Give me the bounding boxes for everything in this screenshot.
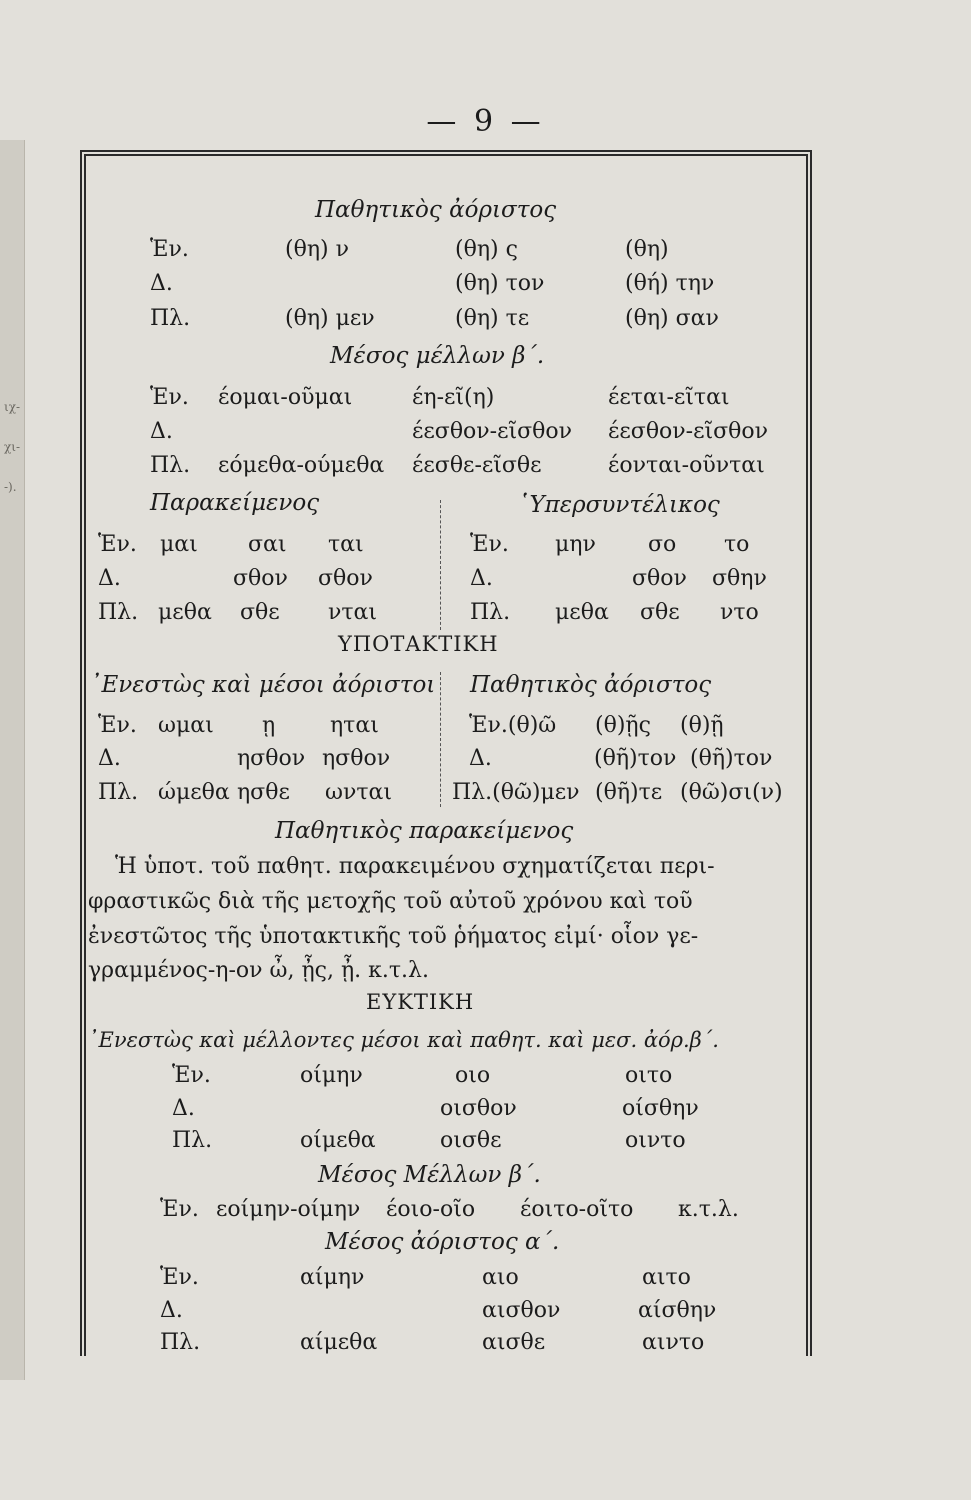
cell: Ἑν. xyxy=(150,237,189,262)
cell: σθον xyxy=(233,566,288,591)
section-title-perfect: Παρακείμενος xyxy=(150,490,320,516)
cell: ωνται xyxy=(325,780,392,805)
section-title-pluperfect: ῾Υπερσυντέλικος xyxy=(518,492,720,518)
section-title-subj-passive-aorist: Παθητικὸς ἀόριστος xyxy=(470,672,712,698)
paragraph-line: φραστικῶς διὰ τῆς μετοχῆς τοῦ αὐτοῦ χρόνου καὶ τοῦ xyxy=(88,889,693,914)
cell: Ἑν. xyxy=(160,1265,199,1290)
cell: (θῶ)σι(ν) xyxy=(680,780,783,805)
cell: (θῆ)τε xyxy=(595,780,663,805)
section-title-middle-future: Μέσος μέλλων β΄. xyxy=(330,343,545,369)
section-title-opt-present: ᾿Ενεστὼς καὶ μέλλοντες μέσοι καὶ παθητ. καὶ μεσ. ἀόρ.β΄. xyxy=(88,1028,719,1052)
cell: αίμην xyxy=(300,1265,365,1290)
cell: Πλ. xyxy=(160,1330,201,1355)
cell: έοιο-οῖο xyxy=(386,1197,476,1222)
cell: ησθον xyxy=(322,746,391,771)
cell: οιο xyxy=(455,1063,491,1088)
cell: (θη) τον xyxy=(455,271,545,296)
cell: σθην xyxy=(712,566,767,591)
cell: ησθον xyxy=(237,746,306,771)
cell: ντο xyxy=(720,600,759,625)
cell: Πλ. xyxy=(98,780,139,805)
cell: σαι xyxy=(248,532,287,557)
cell: Δ. xyxy=(172,1096,195,1121)
cell: Πλ. xyxy=(150,453,191,478)
cell: ῃ xyxy=(262,713,276,738)
cell: έεται-εῖται xyxy=(608,385,730,410)
cell: οίμεθα xyxy=(300,1128,376,1153)
cell: (θῆ)τον xyxy=(594,746,677,771)
cell: ώμεθα xyxy=(158,780,230,805)
cell: σθον xyxy=(318,566,373,591)
cell: σο xyxy=(648,532,677,557)
cell: έομαι-οῦμαι xyxy=(218,385,353,410)
section-title-opt-middle-aorist: Μέσος ἀόριστος α΄. xyxy=(325,1229,560,1255)
cell: Ἑν. xyxy=(150,385,189,410)
cell: ωμαι xyxy=(158,713,214,738)
cell: (θη) μεν xyxy=(285,306,375,331)
cell: έεσθον-εῖσθον xyxy=(412,419,573,444)
cell: αιο xyxy=(482,1265,519,1290)
section-title-passive-perfect: Παθητικὸς παρακείμενος xyxy=(275,818,574,844)
cell: Δ. xyxy=(98,566,121,591)
cell: έεσθε-εῖσθε xyxy=(412,453,542,478)
cell: Ἑν. xyxy=(172,1063,211,1088)
cell: Δ. xyxy=(98,746,121,771)
section-title-subj-present: ᾿Ενεστὼς καὶ μέσοι ἀόριστοι xyxy=(90,672,436,698)
cell: Ἑν. xyxy=(470,532,509,557)
cell: Ἑν. xyxy=(98,713,137,738)
cell: (θῆ)τον xyxy=(690,746,773,771)
cell: (θη) τε xyxy=(455,306,530,331)
cell: (θη) ς xyxy=(455,237,518,262)
cell: αιτο xyxy=(642,1265,691,1290)
section-title-passive-aorist: Παθητικὸς ἀόριστος xyxy=(315,197,557,223)
cell: ησθε xyxy=(237,780,290,805)
heading-subjunctive: ΥΠΟΤΑΚΤΙΚΗ xyxy=(338,632,499,656)
cell: Πλ.(θῶ)μεν xyxy=(452,780,580,805)
cell: ηται xyxy=(330,713,379,738)
cell: Ἑν. xyxy=(160,1197,199,1222)
margin-mark: ιχ- xyxy=(4,400,21,414)
cell: Δ. xyxy=(160,1298,183,1323)
cell: έονται-οῦνται xyxy=(608,453,765,478)
heading-optative: ΕΥΚΤΙΚΗ xyxy=(366,990,475,1014)
cell: Ἑν. xyxy=(98,532,137,557)
section-title-opt-middle-future: Μέσος Μέλλων β΄. xyxy=(318,1162,541,1188)
cell: εόμεθα-ούμεθα xyxy=(218,453,385,478)
cell: Ἑν.(θ)ῶ xyxy=(469,713,557,738)
margin-mark: χι- xyxy=(4,440,21,454)
cell: (θ)ῇς xyxy=(595,713,651,738)
cell: αίμεθα xyxy=(300,1330,378,1355)
cell: οίμην xyxy=(300,1063,363,1088)
cell: οισθον xyxy=(440,1096,517,1121)
cell: Δ. xyxy=(469,746,492,771)
cell: Δ. xyxy=(150,419,173,444)
cell: (θη) xyxy=(625,237,669,262)
paragraph-line: ἐνεστῶτος τῆς ὑποτακτικῆς τοῦ ῥήματος εἰμί· οἷον γε- xyxy=(88,924,699,949)
cell: (θη) ν xyxy=(285,237,349,262)
cell: (θ)ῇ xyxy=(680,713,724,738)
cell: οιντο xyxy=(625,1128,686,1153)
cell: (θή) την xyxy=(625,271,715,296)
cell: οιτο xyxy=(625,1063,673,1088)
adjacent-page-edge xyxy=(0,140,25,1380)
cell: Δ. xyxy=(470,566,493,591)
cell: (θη) σαν xyxy=(625,306,719,331)
cell: Πλ. xyxy=(172,1128,213,1153)
cell: έοιτο-οῖτο xyxy=(520,1197,634,1222)
cell: έη-εῖ(η) xyxy=(412,385,495,410)
margin-mark: -). xyxy=(4,480,17,494)
cell: οίσθην xyxy=(622,1096,699,1121)
cell: μεθα xyxy=(555,600,609,625)
cell: σθε xyxy=(240,600,280,625)
cell: οισθε xyxy=(440,1128,502,1153)
cell: το xyxy=(724,532,750,557)
paragraph-line: γραμμένος-η-ον ὦ, ᾖς, ᾖ. κ.τ.λ. xyxy=(88,958,429,983)
cell: αισθον xyxy=(482,1298,561,1323)
cell: μην xyxy=(555,532,596,557)
cell: κ.τ.λ. xyxy=(678,1197,739,1222)
cell: σθε xyxy=(640,600,680,625)
cell: νται xyxy=(328,600,378,625)
page-number: — 9 — xyxy=(426,104,545,139)
paragraph-line: Ἡ ὑποτ. τοῦ παθητ. παρακειμένου σχηματίζεται περι- xyxy=(115,854,715,879)
cell: εοίμην-οίμην xyxy=(216,1197,361,1222)
cell: Πλ. xyxy=(150,306,191,331)
cell: αιντο xyxy=(642,1330,705,1355)
column-divider xyxy=(440,672,441,807)
cell: Πλ. xyxy=(470,600,511,625)
cell: αισθε xyxy=(482,1330,546,1355)
cell: μαι xyxy=(160,532,198,557)
cell: αίσθην xyxy=(638,1298,717,1323)
column-divider xyxy=(440,500,441,630)
cell: ται xyxy=(328,532,364,557)
cell: έεσθον-εῖσθον xyxy=(608,419,769,444)
cell: σθον xyxy=(632,566,687,591)
cell: μεθα xyxy=(158,600,212,625)
cell: Δ. xyxy=(150,271,173,296)
cell: Πλ. xyxy=(98,600,139,625)
